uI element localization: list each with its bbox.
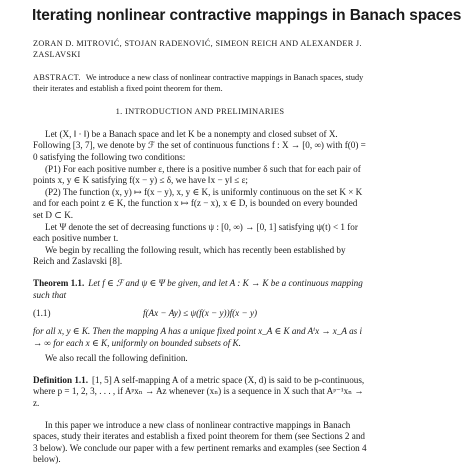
definition-intro-paragraph: We also recall the following definition.	[45, 353, 188, 364]
theorem-block	[33, 278, 367, 349]
theorem-conclusion: for all x, y ∈ K. Then the mapping A has a unique fixed point x_A ∈ K and Aⁱx → x_A as i → ∞ for each x ∈ K, uniformly on bounded subsets of K.	[33, 326, 363, 348]
equation-1-1	[33, 308, 367, 320]
paper-title: Iterating nonlinear contractive mappings in Banach spaces	[32, 7, 461, 24]
recall-paragraph: We begin by recalling the following result, which has recently been established by Reich and Zaslavski [8].	[33, 244, 346, 267]
abstract	[33, 73, 367, 94]
abstract-text: We introduce a new class of nonlinear contractive mappings in Banach spaces, study their iterates and establish a fixed point theorem for them.	[33, 73, 364, 93]
condition-p2: (P2) The function (x, y) ↦ f(x − y), x, y ∈ K, is uniformly continuous on the set K × K and for each point z ∈ K, the function x ↦ f(z − x), x ∈ D, is bounded on every bounded set D ⊂ K.	[33, 186, 363, 220]
closing-paragraph: In this paper we introduce a new class of nonlinear contractive mappings in Banach spaces, study their iterates and establish a fixed point theorem for them (see Sections 2 and 3 below). We conclude our paper with a few pertinent remarks and examples (see Section 4 below).	[33, 419, 367, 465]
author-list: ZORAN D. MITROVIĆ, STOJAN RADENOVIĆ, SIMEON REICH AND ALEXANDER J. ZASLAVSKI	[33, 39, 362, 59]
section-heading: 1. INTRODUCTION AND PRELIMINARIES	[115, 107, 285, 117]
equation-body: f(Ax − Ay) ≤ ψ(f(x − y))f(x − y)	[142, 308, 258, 319]
definition-block	[33, 375, 367, 410]
intro-paragraph: Let (X, ‖ · ‖) be a Banach space and let K be a nonempty and closed subset of X. Following [3, 7], we denote by ℱ the set of continuous functions f : X → [0, ∞) with f(0) = 0 satisfying the following two conditions:	[33, 128, 366, 162]
definition-text: [1, 5] A self-mapping A of a metric space (X, d) is said to be p-continuous, where p = 1, 2, 3, . . . , if Aᵖxₙ → Az whenever (xₙ) is a sequence in X such that Aᵖ⁻¹xₙ → z.	[33, 374, 365, 409]
condition-p1: (P1) For each positive number ε, there is a positive number δ such that for each pair of points x, y ∈ K satisfying f(x − y) ≤ δ, we have ‖x − y‖ ≤ ε;	[33, 163, 361, 186]
psi-definition-paragraph: Let Ψ denote the set of decreasing functions ψ : [0, ∞) → [0, 1] satisfying ψ(t) < 1 for each positive number t.	[33, 221, 358, 244]
equation-number: (1.1)	[33, 308, 51, 319]
abstract-label: ABSTRACT.	[33, 73, 81, 82]
theorem-heading: Theorem 1.1.	[33, 277, 85, 288]
theorem-statement: Let f ∈ ℱ and ψ ∈ Ψ be given, and let A : K → K be a continuous mapping such that	[33, 277, 363, 300]
definition-heading: Definition 1.1.	[33, 374, 89, 385]
